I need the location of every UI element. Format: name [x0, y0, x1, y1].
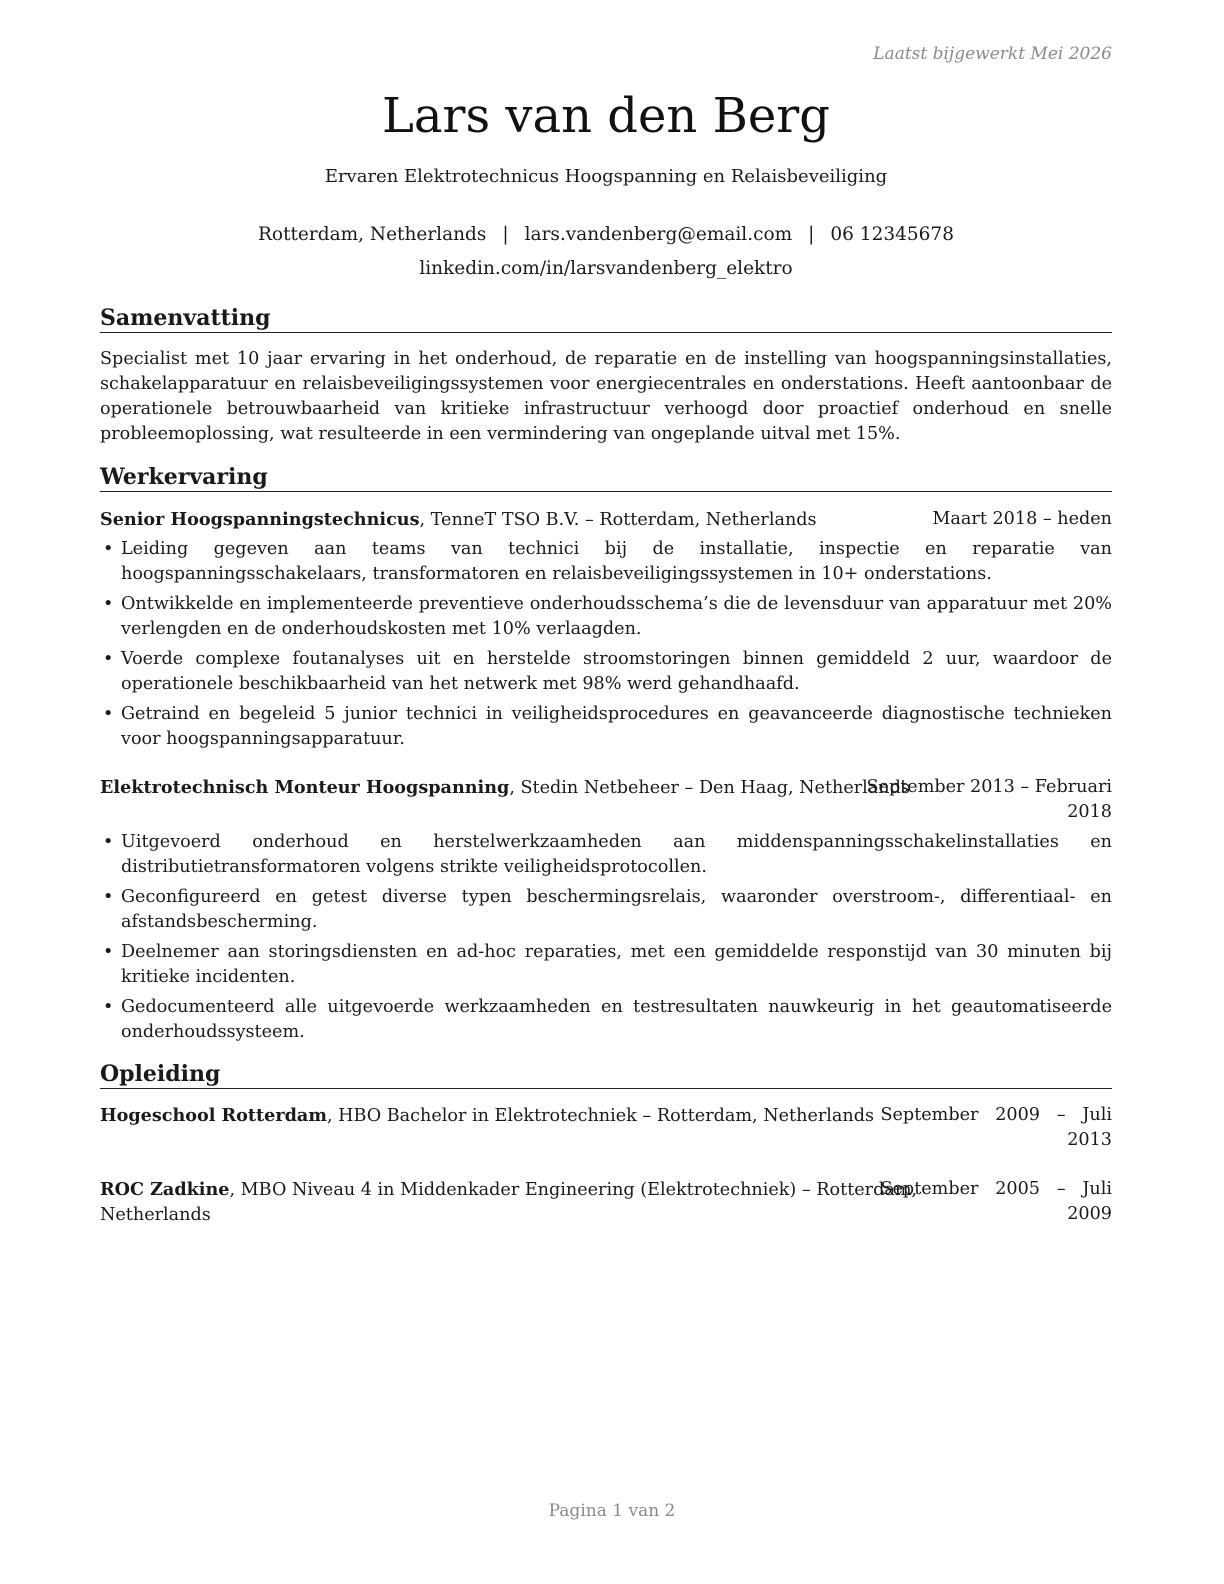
contact-linkedin[interactable]: linkedin.com/in/larsvandenberg_elektro	[419, 258, 793, 279]
education-degree-line-2: Netherlands	[100, 1205, 211, 1225]
job-bullets	[100, 830, 1112, 1050]
section-title-summary: Samenvatting	[100, 304, 1112, 333]
education-dates	[880, 1177, 1112, 1227]
section-title-education: Opleiding	[100, 1060, 1112, 1089]
education-dates	[880, 1103, 1112, 1153]
job-title-line	[100, 507, 817, 533]
job-company: , TenneT TSO B.V. – Rotterdam, Netherlands	[419, 510, 817, 530]
bullet-text: Gedocumenteerd alle uitgevoerde werkzaamheden en testresultaten nauwkeurig in het geautomatiseerde onderhoudssysteem.	[121, 997, 1112, 1042]
contact-separator: |	[502, 224, 509, 245]
job-dates-line-2: 2018	[1067, 802, 1112, 822]
list-item	[100, 647, 1112, 697]
bullet-text: Deelnemer aan storingsdiensten en ad-hoc reparaties, met een gemiddelde responstijd van 30 minuten bij kritieke incidenten.	[121, 942, 1112, 987]
job-bullets	[100, 537, 1112, 757]
list-item	[100, 537, 1112, 587]
contact-location: Rotterdam, Netherlands	[258, 224, 487, 245]
bullet-text: Uitgevoerd onderhoud en herstelwerkzaamheden aan middenspanningsschakelinstallaties en distributietransformatoren volgens strikte veiligheidsprotocollen.	[121, 832, 1112, 877]
contact-line-2	[100, 252, 1112, 286]
education-degree: , HBO Bachelor in Elektrotechniek – Rotterdam, Netherlands	[326, 1106, 875, 1126]
job-role: Elektrotechnisch Monteur Hoogspanning	[100, 777, 510, 798]
list-item	[100, 995, 1112, 1045]
last-updated: Laatst bijgewerkt Mei 2026	[873, 44, 1112, 64]
education-degree: , MBO Niveau 4 in Middenkader Engineering (Elektrotechniek) – Rotterdam,	[229, 1180, 918, 1200]
bullet-text: Leiding gegeven aan teams van technici bij de installatie, inspectie en reparatie van hoogspanningsschakelaars, transformatoren en relaisbeveiligingssystemen in 10+ onderstations.	[121, 539, 1112, 584]
bullet-icon: •	[103, 594, 114, 614]
page-number: Pagina 1 van 2	[548, 1501, 676, 1521]
candidate-name: Lars van den Berg	[382, 88, 830, 144]
contact-phone: 06 12345678	[830, 224, 954, 245]
headline: Ervaren Elektrotechnicus Hoogspanning en Relaisbeveiliging	[324, 166, 888, 187]
job-dates: Maart 2018 – heden	[932, 509, 1112, 529]
education-title-line	[100, 1103, 874, 1129]
bullet-icon: •	[103, 887, 114, 907]
job-dates	[866, 775, 1112, 825]
bullet-text: Voerde complexe foutanalyses uit en herstelde stroomstoringen binnen gemiddeld 2 uur, waardoor de operationele beschikbaarheid van het netwerk met 98% werd gehandhaafd.	[121, 649, 1112, 694]
contact-block	[100, 218, 1112, 286]
bullet-icon: •	[103, 997, 114, 1017]
bullet-icon: •	[103, 704, 114, 724]
list-item	[100, 702, 1112, 752]
contact-line-1	[100, 218, 1112, 252]
bullet-icon: •	[103, 539, 114, 559]
job-company: , Stedin Netbeheer – Den Haag, Netherlands	[509, 778, 910, 798]
education-dates-line-1: September 2009 – Juli	[880, 1105, 1112, 1125]
list-item	[100, 592, 1112, 642]
education-dates-line-2: 2013	[1067, 1130, 1112, 1150]
bullet-text: Ontwikkelde en implementeerde preventieve onderhoudsschema’s die de levensduur van apparatuur met 20% verlengden en de onderhoudskosten met 10% verlaagden.	[121, 594, 1112, 639]
education-school: ROC Zadkine	[100, 1179, 230, 1200]
list-item	[100, 940, 1112, 990]
section-title-experience: Werkervaring	[100, 463, 1112, 492]
job-dates-line-1: September 2013 – Februari	[866, 777, 1112, 797]
bullet-icon: •	[103, 832, 114, 852]
education-title-line	[100, 1177, 917, 1228]
bullet-text: Geconfigureerd en getest diverse typen beschermingsrelais, waaronder overstroom-, differentiaal- en afstandsbescherming.	[121, 887, 1112, 932]
summary-text: Specialist met 10 jaar ervaring in het onderhoud, de reparatie en de instelling van hoogspanningsinstallaties, schakelapparatuur en relaisbeveiligingssystemen voor energiecentrales en onderstations. Heeft aantoonbaar de operationele betrouwbaarheid van kritieke infrastructuur verhoogd door proactief onderhoud en snelle probleemoplossing, wat resulteerde in een vermindering van ongeplande uitval met 15%.	[100, 349, 1112, 444]
education-dates-line-1: September 2005 – Juli	[880, 1179, 1112, 1199]
list-item	[100, 830, 1112, 880]
bullet-icon: •	[103, 942, 114, 962]
list-item	[100, 885, 1112, 935]
bullet-icon: •	[103, 649, 114, 669]
bullet-text: Getraind en begeleid 5 junior technici in veiligheidsprocedures en geavanceerde diagnostische technieken voor hoogspanningsapparatuur.	[121, 704, 1112, 749]
job-role: Senior Hoogspanningstechnicus	[100, 509, 420, 530]
education-dates-line-2: 2009	[1067, 1204, 1112, 1224]
contact-email[interactable]: lars.vandenberg@email.com	[524, 224, 793, 245]
contact-separator: |	[808, 224, 815, 245]
job-title-line	[100, 775, 910, 801]
education-school: Hogeschool Rotterdam	[100, 1105, 327, 1126]
